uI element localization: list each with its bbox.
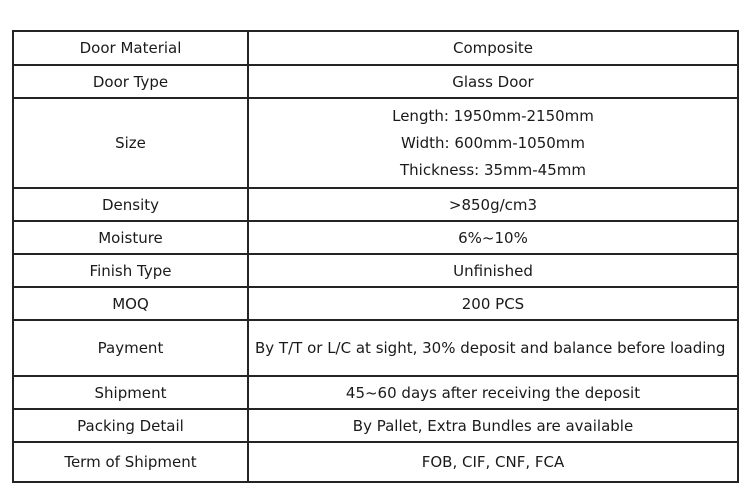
spec-value-payment: By T/T or L/C at sight, 30% deposit and balance before loading (248, 320, 738, 376)
product-spec-table (12, 30, 739, 483)
spec-label-term-of-shipment: Term of Shipment (13, 442, 248, 482)
spec-label-finish-type: Finish Type (13, 254, 248, 287)
spec-value-moisture: 6%~10% (248, 221, 738, 254)
spec-value-packing-detail: By Pallet, Extra Bundles are available (248, 409, 738, 442)
spec-value-door-material: Composite (248, 31, 738, 65)
table-row-moisture (13, 221, 738, 254)
spec-value-door-type: Glass Door (248, 65, 738, 98)
spec-label-door-material: Door Material (13, 31, 248, 65)
spec-label-shipment: Shipment (13, 376, 248, 409)
size-line-thickness: Thickness: 35mm-45mm (400, 160, 586, 179)
table-row-door-material (13, 31, 738, 65)
size-line-length: Length: 1950mm-2150mm (392, 106, 594, 125)
spec-label-moq: MOQ (13, 287, 248, 320)
table-row-finish-type (13, 254, 738, 287)
spec-value-term-of-shipment: FOB, CIF, CNF, FCA (248, 442, 738, 482)
spec-label-size: Size (13, 98, 248, 188)
spec-value-size (248, 98, 738, 188)
size-line-width: Width: 600mm-1050mm (400, 133, 586, 152)
spec-value-finish-type: Unfinished (248, 254, 738, 287)
table-row-moq (13, 287, 738, 320)
spec-value-shipment: 45~60 days after receiving the deposit (248, 376, 738, 409)
table-row-term-of-shipment (13, 442, 738, 482)
table-row-density (13, 188, 738, 221)
table-row-payment (13, 320, 738, 376)
table-row-size (13, 98, 738, 188)
spec-value-moq: 200 PCS (248, 287, 738, 320)
spec-label-density: Density (13, 188, 248, 221)
spec-label-door-type: Door Type (13, 65, 248, 98)
spec-label-payment: Payment (13, 320, 248, 376)
spec-label-packing-detail: Packing Detail (13, 409, 248, 442)
spec-label-moisture: Moisture (13, 221, 248, 254)
spec-value-density: >850g/cm3 (248, 188, 738, 221)
table-row-shipment (13, 376, 738, 409)
table-row-door-type (13, 65, 738, 98)
table-row-packing-detail (13, 409, 738, 442)
